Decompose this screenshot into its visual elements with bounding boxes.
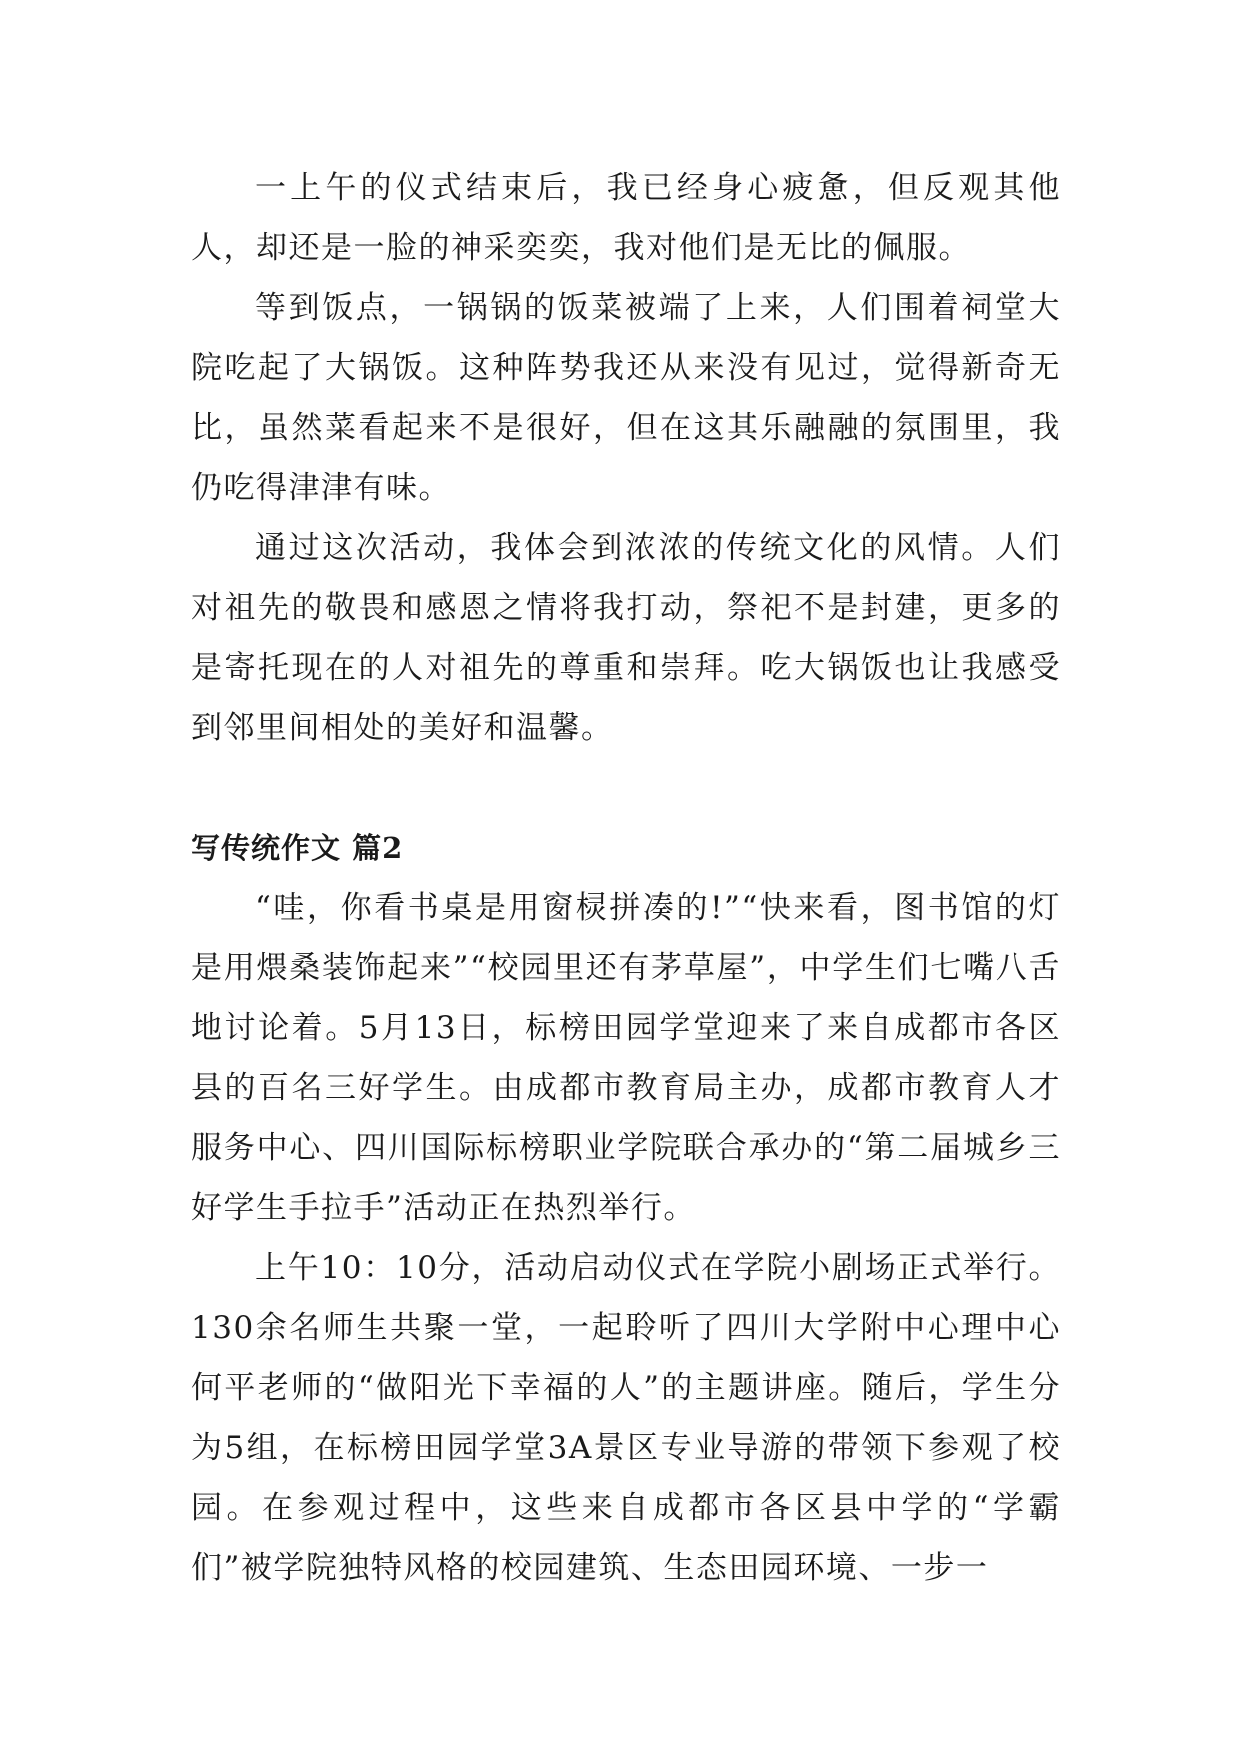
paragraph-campus-visit: “哇，你看书桌是用窗棂拼凑的!”“快来看，图书馆的灯是用煨桑装饰起来”“校园里还有茅草屋”，中学生们七嘴八舌地讨论着。5月13日，标榜田园学堂迎来了来自成都市各区县的百名三好学生。由成都市教育局主办，成都市教育人才服务中心、四川国际标榜职业学院联合承办的“第二届城乡三好学生手拉手”活动正在热烈举行。 bbox=[191, 890, 1061, 1226]
section-title: 写传统作文 篇2 bbox=[191, 831, 404, 865]
document-page bbox=[191, 158, 1061, 1598]
paragraph-reflection: 通过这次活动，我体会到浓浓的传统文化的风情。人们对祖先的敬畏和感恩之情将我打动，祭祀不是封建，更多的是寄托现在的人对祖先的尊重和崇拜。吃大锅饭也让我感受到邻里间相处的美好和温馨。 bbox=[191, 530, 1061, 746]
paragraph-opening-ceremony: 上午10：10分，活动启动仪式在学院小剧场正式举行。130余名师生共聚一堂，一起聆听了四川大学附中心理中心何平老师的“做阳光下幸福的人”的主题讲座。随后，学生分为5组，在标榜田园学堂3A景区专业导游的带领下参观了校园。在参观过程中，这些来自成都市各区县中学的“学霸们”被学院独特风格的校园建筑、生态田园环境、一步一 bbox=[191, 1250, 1061, 1586]
paragraph-ceremony-end: 一上午的仪式结束后，我已经身心疲惫，但反观其他人，却还是一脸的神采奕奕，我对他们是无比的佩服。 bbox=[191, 170, 1061, 266]
paragraph-big-pot-meal: 等到饭点，一锅锅的饭菜被端了上来，人们围着祠堂大院吃起了大锅饭。这种阵势我还从来没有见过，觉得新奇无比，虽然菜看起来不是很好，但在这其乐融融的氛围里，我仍吃得津津有味。 bbox=[191, 290, 1061, 506]
